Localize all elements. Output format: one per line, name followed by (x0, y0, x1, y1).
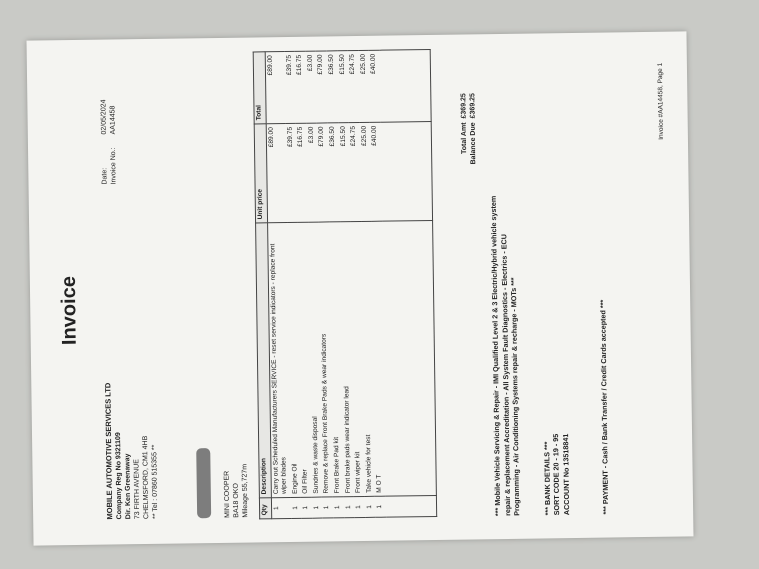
row-description: Front wiper kit (350, 221, 364, 496)
invoice-number-label: Invoice No.: (110, 147, 118, 185)
header-description: Description (256, 223, 271, 498)
invoice-number-value: AA14458 (109, 105, 117, 135)
balance-due-label: Balance Due (469, 122, 478, 165)
invoice-meta (99, 99, 118, 184)
header-unit-price: Unit price (254, 124, 267, 223)
row-total: £24.75 (348, 51, 360, 123)
row-qty: 1 (354, 496, 365, 517)
row-description: Sundries & waste disposal (308, 222, 322, 497)
total-amount-label: Total Amt (460, 122, 469, 155)
vehicle-model: MINI COOPER (223, 470, 232, 518)
row-total: £15.50 (337, 51, 349, 123)
header-qty: Qty (259, 498, 271, 519)
bank-details-title: *** BANK DETAILS *** (542, 441, 553, 516)
row-description: Carry out Scheduled Manufacturers SERVICE - reset service indicators - replace front wiper blades (267, 223, 290, 498)
company-block (103, 382, 160, 520)
row-total: £79.00 (316, 51, 328, 123)
row-description: Oil Filter (297, 222, 311, 497)
row-total: £40.00 (369, 50, 381, 122)
services-line-3: Programming - Air Conditioning Systems repair & recharge - MOTs *** (509, 277, 522, 516)
vehicle-registration: BA18 OKO (232, 483, 241, 518)
customer-block (222, 464, 250, 518)
row-qty: 1 (333, 497, 344, 518)
account-number: ACCOUNT No 13518841 (560, 433, 571, 516)
row-unit-price: £24.75 (349, 122, 361, 221)
table-empty-space (379, 50, 436, 518)
row-description: Front brake pads wear indicator lead (340, 222, 354, 497)
header-total: Total (253, 52, 266, 124)
row-description: M O T (371, 221, 385, 496)
row-total: £3.00 (305, 51, 317, 123)
services-line-2: repair & replacement Accreditation - All System Fault Diagnostics - Electrics - ECU (498, 234, 512, 517)
company-address-line2: CHELMSFORD, CM1 4HB (142, 435, 151, 520)
totals-block (459, 93, 478, 165)
row-qty: 1 (365, 496, 376, 517)
row-unit-price: £3.00 (306, 123, 318, 222)
items-table (253, 49, 437, 519)
total-amount-value: £369.25 (460, 93, 468, 119)
invoice-title: Invoice (57, 275, 81, 346)
date-value: 02/05/2024 (100, 99, 108, 135)
row-unit-price: £16.75 (296, 123, 308, 222)
page-footer: Invoice #AA14458, Page 1 (656, 62, 665, 140)
invoice-paper (27, 31, 694, 545)
row-qty: 1 (301, 497, 312, 518)
row-qty: 1 (271, 497, 291, 518)
row-qty: 1 (291, 497, 302, 518)
redacted-customer-name (196, 448, 211, 518)
sort-code: SORT CODE 20 - 19 - 95 (551, 433, 562, 516)
company-name: MOBILE AUTOMOTIVE SERVICES LTD (103, 382, 115, 520)
company-director: Dir. Ken Greenaway (124, 453, 133, 520)
row-total: £89.00 (265, 52, 286, 124)
invoice-document (39, 37, 686, 541)
date-label: Date: (101, 167, 109, 185)
row-qty: 1 (375, 496, 386, 517)
company-tel: ** Tel : 07860 515355 ** (151, 444, 160, 519)
company-address-line1: 73 FIRTH AVENUE (133, 459, 142, 520)
row-unit-price: £40.00 (370, 122, 382, 221)
row-description: Take vehicle for test (361, 221, 375, 496)
row-description: Engine Oil (287, 222, 301, 497)
vehicle-mileage: Mileage 55,727m (241, 463, 250, 518)
row-qty: 1 (343, 497, 354, 518)
row-qty: 1 (322, 497, 333, 518)
row-total: £16.75 (295, 51, 307, 123)
services-advert (487, 46, 523, 516)
row-unit-price: £15.50 (338, 123, 350, 222)
row-description: Front Brake Pad kit (329, 222, 343, 497)
bank-details (542, 434, 571, 516)
row-unit-price: £39.75 (285, 123, 297, 222)
row-total: £39.75 (284, 51, 296, 123)
payment-methods: *** PAYMENT - Cash / Bank Transfer / Credit Cards accepted *** (598, 299, 611, 515)
company-reg: Company Reg No 9321109 (114, 432, 123, 520)
balance-due-value: £369.25 (469, 93, 477, 119)
row-unit-price: £79.00 (317, 123, 329, 222)
row-total: £25.00 (358, 50, 370, 122)
row-unit-price: £89.00 (266, 123, 287, 222)
row-unit-price: £25.00 (359, 122, 371, 221)
services-line-1: *** Mobile Vehicle Servicing & Repair - IMI Qualified Level 2 & 3 Electric/Hybrid vehicle system (488, 195, 503, 517)
row-description: Remove & replace Front Brake Pads & wear indicators (318, 222, 332, 497)
row-qty: 1 (312, 497, 323, 518)
row-unit-price: £36.50 (328, 123, 340, 222)
row-total: £36.50 (327, 51, 339, 123)
